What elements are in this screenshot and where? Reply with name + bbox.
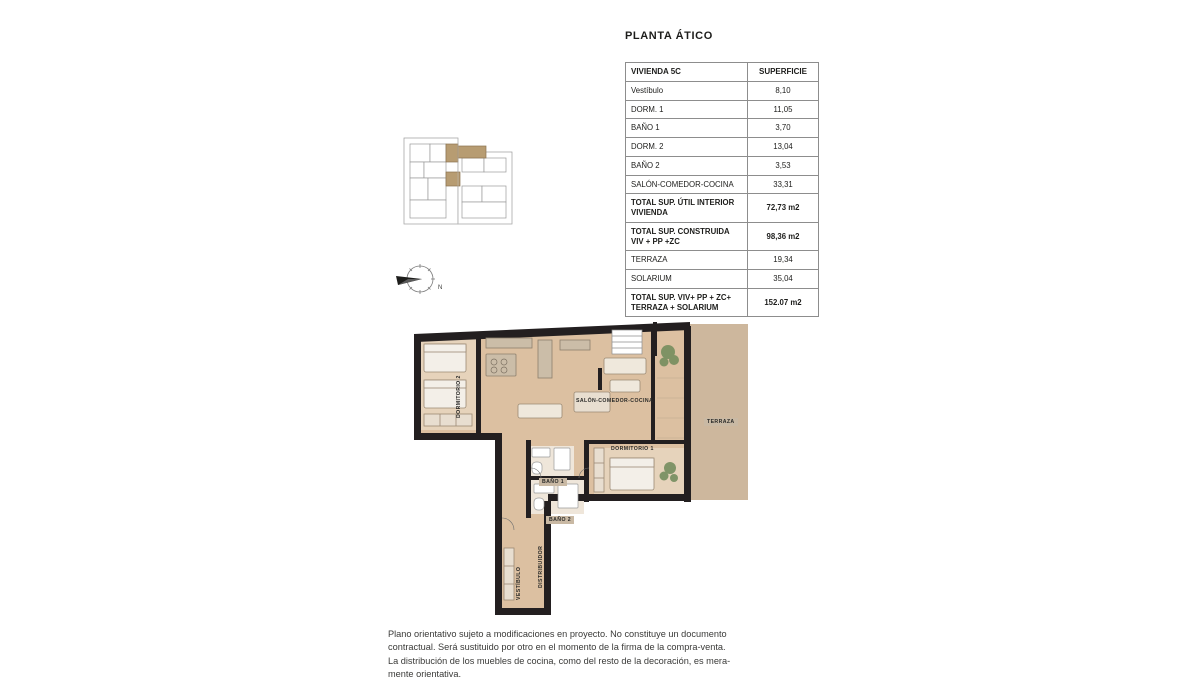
disclaimer <box>388 628 813 681</box>
room-name: SALÓN-COMEDOR-COCINA <box>626 175 748 194</box>
room-name: SOLARIUM <box>626 270 748 289</box>
surface-table <box>625 62 819 317</box>
table-row-total <box>626 222 819 250</box>
room-value: 11,05 <box>748 100 819 119</box>
table-row <box>626 270 819 289</box>
table-header-row <box>626 63 819 82</box>
room-name: TOTAL SUP. CONSTRUIDA VIV + PP +ZC <box>626 222 748 250</box>
table-row <box>626 175 819 194</box>
room-value: 33,31 <box>748 175 819 194</box>
table-row <box>626 138 819 157</box>
room-name: BAÑO 2 <box>626 156 748 175</box>
room-value: 13,04 <box>748 138 819 157</box>
north-label: N <box>438 285 443 291</box>
floor-plan <box>398 318 810 620</box>
disclaimer-line-4: mente orientativa. <box>388 669 462 680</box>
page-title: PLANTA ÁTICO <box>625 30 713 42</box>
table-row-total <box>626 194 819 222</box>
room-name: TOTAL SUP. VIV+ PP + ZC+ TERRAZA + SOLARIUM <box>626 288 748 316</box>
room-name: TERRAZA <box>626 251 748 270</box>
table-row <box>626 156 819 175</box>
table-row <box>626 100 819 119</box>
table-row <box>626 251 819 270</box>
room-label-salon: SALÓN-COMEDOR-COCINA <box>576 398 654 404</box>
disclaimer-line-1: Plano orientativo sujeto a modificaciones en proyecto. No constituye un documento <box>388 629 727 639</box>
room-value: 35,04 <box>748 270 819 289</box>
disclaimer-line-3: La distribución de los muebles de cocina, como del resto de la decoración, es mera- <box>388 655 731 666</box>
table-row-total <box>626 288 819 316</box>
room-name: DORM. 2 <box>626 138 748 157</box>
room-label-bano-1: BAÑO 1 <box>539 478 567 486</box>
room-name: Vestíbulo <box>626 82 748 101</box>
table-header-surface: SUPERFICIE <box>748 63 819 82</box>
room-name: BAÑO 1 <box>626 119 748 138</box>
room-value: 72,73 m2 <box>748 194 819 222</box>
room-label-vestibulo: VESTÍBULO <box>516 566 522 600</box>
room-name: TOTAL SUP. ÚTIL INTERIOR VIVIENDA <box>626 194 748 222</box>
disclaimer-line-2: contractual. Será sustituido por otro en el momento de la firma de la compra-venta. <box>388 642 726 653</box>
room-value: 3,70 <box>748 119 819 138</box>
key-plan <box>396 134 520 234</box>
room-name: DORM. 1 <box>626 100 748 119</box>
north-arrow-icon <box>392 258 448 300</box>
room-label-dormitorio-1: DORMITORIO 1 <box>611 446 654 452</box>
room-value: 152.07 m2 <box>748 288 819 316</box>
room-value: 19,34 <box>748 251 819 270</box>
table-header-unit: VIVIENDA 5C <box>626 63 748 82</box>
table-row <box>626 82 819 101</box>
room-value: 3,53 <box>748 156 819 175</box>
room-label-dormitorio-2: DORMITORIO 2 <box>456 375 462 418</box>
room-value: 98,36 m2 <box>748 222 819 250</box>
table-row <box>626 119 819 138</box>
room-label-terraza: TERRAZA <box>704 418 738 426</box>
room-value: 8,10 <box>748 82 819 101</box>
room-label-bano-2: BAÑO 2 <box>546 516 574 524</box>
room-label-distribuidor: DISTRIBUIDOR <box>538 545 544 588</box>
